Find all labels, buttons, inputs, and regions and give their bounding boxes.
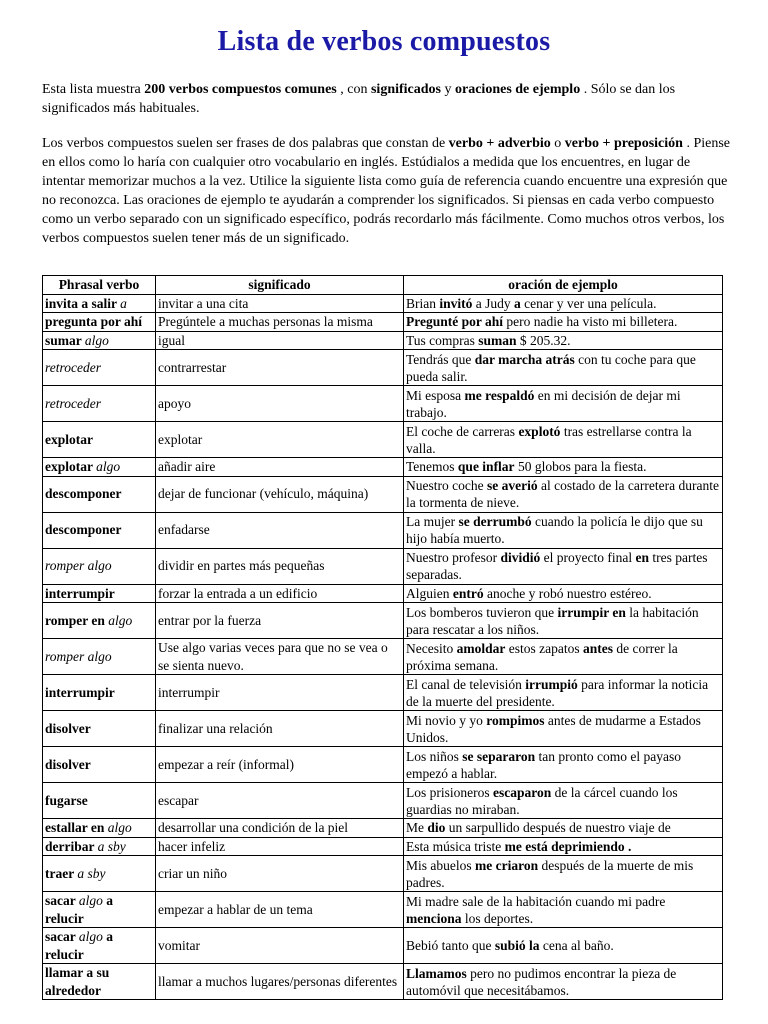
table-row <box>43 386 723 422</box>
example-highlight: dio <box>427 820 446 836</box>
table-row <box>43 711 723 747</box>
example-text: Los niños <box>406 748 463 764</box>
cell-meaning: entrar por la fuerza <box>156 603 404 639</box>
cell-phrasal-verb <box>43 313 156 332</box>
table-row <box>43 964 723 1000</box>
example-text: tras estrellarse contra la valla. <box>406 423 692 456</box>
table-row <box>43 603 723 639</box>
cell-example <box>404 675 723 711</box>
cell-phrasal-verb <box>43 747 156 783</box>
example-text: en mi decisión de dejar mi trabajo. <box>406 387 681 420</box>
table-row <box>43 928 723 964</box>
example-text: Nuestro coche <box>406 478 487 493</box>
header-meaning: significado <box>156 276 404 295</box>
example-text: Mis abuelos <box>406 857 475 873</box>
cell-meaning: hacer infeliz <box>156 837 404 856</box>
table-row <box>43 294 723 313</box>
cell-meaning: Pregúntele a muchas personas la misma <box>156 313 404 332</box>
example-text: tan pronto como el payaso empezó a hablar. <box>406 748 681 781</box>
verb-text: explotar <box>45 431 93 447</box>
example-text: los deportes. <box>461 910 534 926</box>
example-text: Nuestro profesor <box>406 550 501 565</box>
table-row <box>43 639 723 675</box>
cell-phrasal-verb <box>43 548 156 584</box>
verb-text: a relucir <box>45 929 114 962</box>
table-row <box>43 892 723 928</box>
example-text: cuando la policía le dijo que su hijo había muerto. <box>406 514 703 546</box>
example-text: cenar y ver una película. <box>520 295 657 311</box>
example-highlight: irrumpir en <box>557 604 626 620</box>
cell-phrasal-verb <box>43 458 156 477</box>
verb-text: explotar <box>45 459 97 474</box>
cell-phrasal-verb <box>43 603 156 639</box>
example-text: Mi novio y yo <box>406 712 487 728</box>
table-row <box>43 512 723 548</box>
verb-object: algo <box>96 459 121 474</box>
phrasal-verbs-table <box>42 275 723 1000</box>
cell-example <box>404 928 723 964</box>
example-text: cena al baño. <box>539 938 614 953</box>
cell-example <box>404 350 723 386</box>
cell-example <box>404 747 723 783</box>
intro-text: . Sólo se dan los significados más habituales. <box>42 82 676 116</box>
cell-phrasal-verb <box>43 783 156 819</box>
cell-meaning: explotar <box>156 422 404 458</box>
example-text: Bebió tanto que <box>406 938 495 953</box>
cell-phrasal-verb <box>43 639 156 675</box>
cell-example <box>404 639 723 675</box>
cell-meaning: igual <box>156 331 404 350</box>
intro-text: , con <box>336 82 371 97</box>
intro-bold-meanings: significados <box>370 82 441 97</box>
page-title: Lista de verbos compuestos <box>217 26 551 57</box>
verb-text: derribar <box>45 838 98 854</box>
table-header-row <box>43 276 723 295</box>
cell-phrasal-verb <box>43 476 156 512</box>
cell-example <box>404 294 723 313</box>
example-text: Tendrás que <box>406 351 475 367</box>
example-highlight: explotó <box>518 423 561 439</box>
table-row <box>43 837 723 856</box>
cell-meaning: criar un niño <box>156 856 404 892</box>
cell-phrasal-verb <box>43 711 156 747</box>
cell-meaning: forzar la entrada a un edificio <box>156 584 404 603</box>
intro-text: y <box>441 82 455 97</box>
cell-phrasal-verb <box>43 819 156 838</box>
cell-phrasal-verb <box>43 386 156 422</box>
cell-example <box>404 512 723 548</box>
example-text: Los bomberos tuvieron que <box>406 604 558 620</box>
verb-object: romper algo <box>45 558 112 574</box>
example-highlight: suman <box>478 332 517 348</box>
verb-object: algo <box>78 893 103 908</box>
cell-phrasal-verb <box>43 837 156 856</box>
example-text: 50 globos para la fiesta. <box>514 459 647 475</box>
example-highlight: subió la <box>494 938 540 953</box>
example-text: Mi madre sale de la habitación cuando mi padre <box>406 893 666 909</box>
example-text: Me <box>406 820 428 836</box>
verb-object: retroceder <box>45 395 101 411</box>
example-highlight: antes <box>582 640 613 656</box>
cell-phrasal-verb <box>43 856 156 892</box>
example-highlight: Pregunté por ahí <box>406 314 504 330</box>
cell-example <box>404 458 723 477</box>
cell-example <box>404 711 723 747</box>
verb-text: disolver <box>45 756 91 772</box>
body-text: o <box>550 136 565 151</box>
body-text: Los verbos compuestos suelen ser frases de dos palabras que constan de <box>42 136 449 151</box>
cell-meaning: empezar a hablar de un tema <box>156 892 404 928</box>
cell-example <box>404 331 723 350</box>
cell-example <box>404 386 723 422</box>
verb-object: a <box>120 295 127 311</box>
example-text: Alguien <box>406 585 453 601</box>
verb-text: descomponer <box>45 486 122 502</box>
example-text: Brian <box>406 295 440 311</box>
table-row <box>43 331 723 350</box>
verb-text: estallar en <box>45 820 108 835</box>
cell-example <box>404 837 723 856</box>
cell-phrasal-verb <box>43 331 156 350</box>
example-highlight: Llamamos <box>406 965 467 981</box>
verb-text: pregunta por ahí <box>45 314 143 329</box>
example-highlight: en <box>635 550 649 565</box>
cell-meaning: invitar a una cita <box>156 294 404 313</box>
table-row <box>43 458 723 477</box>
table-row <box>43 422 723 458</box>
cell-meaning: finalizar una relación <box>156 711 404 747</box>
cell-meaning: desarrollar una condición de la piel <box>156 819 404 838</box>
cell-meaning: interrumpir <box>156 675 404 711</box>
example-text: a Judy <box>472 295 515 311</box>
example-text: El canal de televisión <box>406 676 526 692</box>
cell-example <box>404 476 723 512</box>
example-text: estos zapatos <box>505 640 583 656</box>
body-bold-verb-adverb: verbo + adverbio <box>448 136 551 151</box>
example-text: después de la muerte de mis padres. <box>406 857 694 890</box>
cell-meaning: escapar <box>156 783 404 819</box>
example-highlight: dividió <box>500 550 541 565</box>
example-highlight: se separaron <box>462 748 536 764</box>
example-highlight: me criaron <box>475 857 539 873</box>
verb-object: romper algo <box>45 648 112 664</box>
example-text: Los prisioneros <box>406 784 493 800</box>
cell-example <box>404 964 723 1000</box>
cell-phrasal-verb <box>43 512 156 548</box>
verb-text: romper en <box>45 612 109 628</box>
cell-example <box>404 819 723 838</box>
verb-object: algo <box>78 929 103 944</box>
intro-bold-count: 200 verbos compuestos comunes <box>144 82 337 97</box>
example-text: para informar la noticia de la muerte del presidente. <box>406 676 709 709</box>
example-highlight: entró <box>452 585 484 601</box>
cell-phrasal-verb <box>43 892 156 928</box>
example-highlight: me está deprimiendo . <box>504 838 632 854</box>
cell-meaning: vomitar <box>156 928 404 964</box>
example-text: Tus compras <box>406 332 479 348</box>
example-highlight: amoldar <box>456 640 506 656</box>
verb-text: sacar <box>45 929 79 944</box>
header-phrasal-verb: Phrasal verbo <box>43 276 156 295</box>
table-row <box>43 675 723 711</box>
table-row <box>43 313 723 332</box>
example-highlight: que inflar <box>457 459 515 475</box>
verb-text: interrumpir <box>45 585 115 601</box>
example-text: tres partes separadas. <box>406 550 708 582</box>
cell-meaning: enfadarse <box>156 512 404 548</box>
cell-example <box>404 422 723 458</box>
intro-paragraph <box>42 80 732 118</box>
cell-phrasal-verb <box>43 294 156 313</box>
cell-example <box>404 584 723 603</box>
example-text: Mi esposa <box>406 387 465 403</box>
example-text: de correr la próxima semana. <box>406 640 678 673</box>
example-highlight: rompimos <box>486 712 545 728</box>
example-text: El coche de carreras <box>406 423 519 439</box>
cell-example <box>404 856 723 892</box>
verb-text: llamar a su alrededor <box>45 965 110 998</box>
cell-meaning: apoyo <box>156 386 404 422</box>
cell-phrasal-verb <box>43 675 156 711</box>
cell-meaning: contrarrestar <box>156 350 404 386</box>
verb-text: interrumpir <box>45 684 115 700</box>
example-text: de la cárcel cuando los guardias no miraban. <box>406 784 678 817</box>
example-text: Necesito <box>406 640 457 656</box>
cell-phrasal-verb <box>43 584 156 603</box>
verb-text: disolver <box>45 720 91 736</box>
body-text: . Piense en ellos como lo haría con cualquier otro vocabulario en inglés. Estúdialos a medida que los encuentres, en lugar de intentar memorizar muchos a la vez. Utilice la siguiente lista como guía de referencia cuando encuentre una expresión que no reconozca. Las oraciones de ejemplo te ayudarán a comprender los significados. Si piensas en cada verbo compuesto como un verbo separado con un significado específico, podrás recordarlo más fácilmente. Como muchos otros verbos, los verbos compuestos suelen tener más de un significado. <box>42 136 730 246</box>
verb-text: fugarse <box>45 792 88 808</box>
cell-phrasal-verb <box>43 928 156 964</box>
example-text: antes de mudarme a Estados Unidos. <box>406 712 701 745</box>
example-highlight: se averió <box>486 478 538 493</box>
cell-example <box>404 783 723 819</box>
verb-text: a relucir <box>45 893 114 926</box>
example-highlight: a <box>514 295 521 311</box>
example-highlight: se derrumbó <box>458 514 532 529</box>
table-row <box>43 584 723 603</box>
verb-object: algo <box>84 332 109 348</box>
cell-phrasal-verb <box>43 350 156 386</box>
verb-text: sacar <box>45 893 79 908</box>
example-highlight: me respaldó <box>464 387 535 403</box>
example-highlight: irrumpió <box>525 676 578 692</box>
cell-meaning: dejar de funcionar (vehículo, máquina) <box>156 476 404 512</box>
table-row <box>43 548 723 584</box>
example-text: pero no pudimos encontrar la pieza de automóvil que necesitábamos. <box>406 965 677 998</box>
verb-object: a sby <box>97 838 126 854</box>
example-text: con tu coche para que pueda salir. <box>406 351 696 384</box>
example-text: la habitación para rescatar a los niños. <box>406 604 699 637</box>
example-text: La mujer <box>406 514 459 529</box>
cell-example <box>404 892 723 928</box>
table-row <box>43 819 723 838</box>
example-text: Tenemos <box>406 459 458 475</box>
cell-example <box>404 548 723 584</box>
verb-text: descomponer <box>45 522 122 538</box>
example-text: el proyecto final <box>540 550 636 565</box>
example-text: $ 205.32. <box>516 332 571 348</box>
body-paragraph <box>42 134 732 248</box>
example-text: un sarpullido después de nuestro viaje de <box>445 820 671 836</box>
cell-meaning: dividir en partes más pequeñas <box>156 548 404 584</box>
verb-text: traer <box>45 865 78 881</box>
table-row <box>43 747 723 783</box>
header-example: oración de ejemplo <box>404 276 723 295</box>
example-text: Esta música triste <box>406 838 505 854</box>
example-text: al costado de la carretera durante la tormenta de nieve. <box>406 478 719 510</box>
example-highlight: dar marcha atrás <box>474 351 575 367</box>
body-bold-verb-preposition: verbo + preposición <box>564 136 683 151</box>
verb-object: a sby <box>77 865 106 881</box>
cell-example <box>404 603 723 639</box>
cell-meaning: empezar a reír (informal) <box>156 747 404 783</box>
verb-text: invita a salir <box>45 295 121 311</box>
table-row <box>43 856 723 892</box>
intro-bold-examples: oraciones de ejemplo <box>455 82 581 97</box>
table-row <box>43 476 723 512</box>
cell-meaning: añadir aire <box>156 458 404 477</box>
table-row <box>43 783 723 819</box>
example-highlight: menciona <box>406 910 462 926</box>
verb-object: retroceder <box>45 359 101 375</box>
cell-example <box>404 313 723 332</box>
cell-phrasal-verb <box>43 964 156 1000</box>
example-text: pero nadie ha visto mi billetera. <box>503 314 678 330</box>
example-text: anoche y robó nuestro estéreo. <box>483 585 652 601</box>
example-highlight: escaparon <box>493 784 552 800</box>
verb-object: algo <box>108 612 133 628</box>
cell-meaning: llamar a muchos lugares/personas diferentes <box>156 964 404 1000</box>
cell-meaning: Use algo varias veces para que no se vea o se sienta nuevo. <box>156 639 404 675</box>
table-row <box>43 350 723 386</box>
cell-phrasal-verb <box>43 422 156 458</box>
verb-text: sumar <box>45 332 85 348</box>
verb-object: algo <box>107 820 132 835</box>
intro-text: Esta lista muestra <box>42 82 145 97</box>
example-highlight: invitó <box>439 295 473 311</box>
